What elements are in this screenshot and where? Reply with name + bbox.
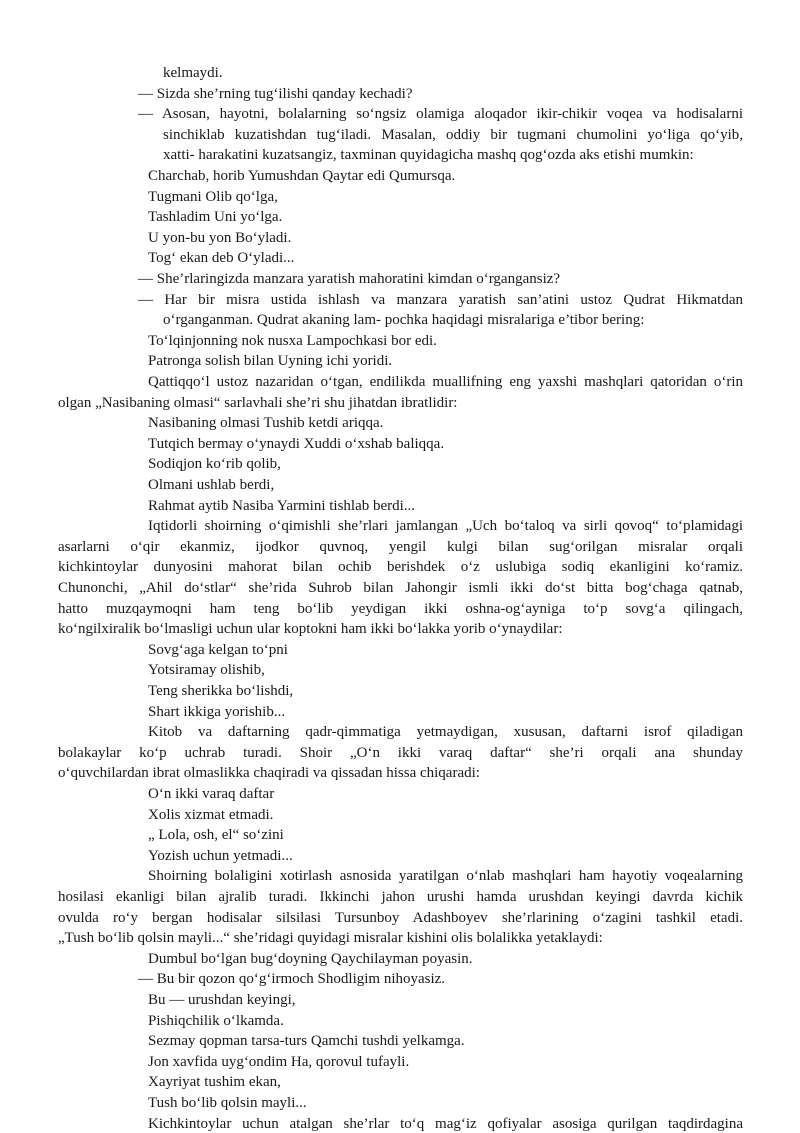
- paragraph-line: kichkintoylar dunyosini mahorat bilan ochib berishdek o‘z uslubiga sodiq ekanligini ko‘ramiz.: [58, 559, 743, 576]
- verse-line: Tashladim Uni yo‘lga.: [148, 209, 283, 226]
- dialogue-line: — She’rlaringizda manzara yaratish mahoratini kimdan o‘rgangansiz?: [138, 271, 561, 287]
- verse-line: Tutqich bermay o‘ynaydi Xuddi o‘xshab baliqqa.: [148, 435, 445, 452]
- paragraph-line: Kichkintoylar uchun atalgan she’rlar to‘q mag‘iz qofiyalar asosiga qurilgan taqdirdagina: [148, 1115, 743, 1132]
- verse-line: Bu — urushdan keyingi,: [148, 992, 296, 1008]
- paragraph-line: Iqtidorli shoirning o‘qimishli she’rlari jamlangan „Uch bo‘taloq va sirli qovoq“ to‘plamidagi: [148, 518, 743, 535]
- paragraph-line: hosilasi ekanligi bilan ajralib turadi. Ikkinchi jahon urushi hamda urushdan keyingi davrda kichik: [58, 889, 743, 905]
- verse-line: Charchab, horib Yumushdan Qaytar edi Qumursqa.: [148, 168, 456, 184]
- paragraph-line: Shoirning bolaligini xotirlash asnosida yaratilgan o‘nlab mashqlari ham hayotiy voqealarning: [148, 868, 743, 885]
- paragraph-line: Chunonchi, „Ahil do‘stlar“ she’rida Suhrob bilan Jahongir ismli ikki do‘st bitta bog‘chaga qatnab,: [58, 580, 743, 596]
- verse-line: To‘lqinjonning nok nusxa Lampochkasi bor edi.: [148, 332, 437, 349]
- paragraph-line: hatto muzqaymoqni ham teng bo‘lib yeydigan ikki oshna-og‘ayniga to‘p sovg‘a qilingach,: [58, 600, 743, 617]
- dialogue-line: — Sizda she’rning tug‘ilishi qanday kechadi?: [138, 85, 413, 102]
- text-line: kelmaydi.: [163, 65, 223, 81]
- verse-line: Yozish uchun yetmadi...: [148, 847, 293, 864]
- verse-line: Dumbul bo‘lgan bug‘doyning Qaychilayman poyasin.: [148, 950, 473, 967]
- verse-line: Patronga solish bilan Uyning ichi yoridi.: [148, 353, 393, 370]
- verse-line: Xolis xizmat etmadi.: [148, 806, 274, 823]
- verse-line: Shart ikkiga yorishib...: [148, 703, 286, 720]
- paragraph-line: bolakaylar ko‘p uchrab turadi. Shoir „O‘n ikki varaq daftar“ she’ri orqali ana shunday: [58, 744, 743, 761]
- text-line: xatti- harakatini kuzatsangiz, taxminan quyidagicha mashq qog‘ozda aks etishi mumkin:: [163, 147, 694, 164]
- text-line: o‘rganganman. Qudrat akaning lam- pochka haqidagi misralariga e’tibor bering:: [163, 312, 645, 329]
- dialogue-line: — Har bir misra ustida ishlash va manzara yaratish san’atini ustoz Qudrat Hikmatdan: [138, 291, 743, 308]
- paragraph-line: Qattiqqo‘l ustoz nazaridan o‘tgan, endilikda muallifning eng yaxshi mashqlari qatoridan o‘rin: [148, 374, 743, 390]
- paragraph-line: asarlarni o‘qir ekanmiz, ijodkor quvnoq, yengil kulgi bilan sug‘orilgan misralar orqali: [58, 538, 743, 555]
- paragraph-line: o‘quvchilardan ibrat olmaslikka chaqiradi va qissadan hissa chiqaradi:: [58, 765, 480, 782]
- dialogue-line: — Asosan, hayotni, bolalarning so‘ngsiz olamiga aloqador ikir-chikir voqea va hodisalarni: [138, 106, 743, 123]
- verse-line: Sezmay qopman tarsa-turs Qamchi tushdi yelkamga.: [148, 1033, 465, 1050]
- verse-line: Tush bo‘lib qolsin mayli...: [148, 1095, 307, 1111]
- verse-line: Nasibaning olmasi Tushib ketdi ariqqa.: [148, 415, 384, 432]
- paragraph-line: „Tush bo‘lib qolsin mayli...“ she’ridagi quyidagi misralar kishini olis bolalikka yetaklaydi:: [58, 930, 603, 947]
- verse-line: Tog‘ ekan deb O‘yladi...: [148, 250, 295, 267]
- text-line: sinchiklab kuzatishdan tug‘iladi. Masalan, oddiy bir tugmani chumolini yo‘liga qo‘yib,: [163, 126, 743, 143]
- verse-line: „ Lola, osh, el“ so‘zini: [148, 827, 284, 844]
- verse-line: Xayriyat tushim ekan,: [148, 1074, 281, 1091]
- verse-line: Rahmat aytib Nasiba Yarmini tishlab berdi...: [148, 497, 416, 514]
- paragraph-line: olgan „Nasibaning olmasi“ sarlavhali she’ri shu jihatdan ibratlidir:: [58, 394, 458, 411]
- verse-line: O‘n ikki varaq daftar: [148, 786, 275, 802]
- verse-line: — Bu bir qozon qo‘g‘irmoch Shodligim nihoyasiz.: [138, 971, 446, 988]
- paragraph-line: Kitob va daftarning qadr-qimmatiga yetmaydigan, xususan, daftarni isrof qiladigan: [148, 724, 743, 741]
- verse-line: Teng sherikka bo‘lishdi,: [148, 683, 294, 699]
- verse-line: U yon-bu yon Bo‘yladi.: [148, 229, 292, 246]
- paragraph-line: ko‘ngilxiralik bo‘lmasligi uchun ular koptokni ham ikki bo‘lakka yorib o‘ynaydilar:: [58, 621, 563, 638]
- verse-line: Tugmani Olib qo‘lga,: [148, 188, 278, 205]
- verse-line: Pishiqchilik o‘lkamda.: [148, 1012, 284, 1029]
- verse-line: Jon xavfida uyg‘ondim Ha, qorovul tufayli.: [148, 1053, 410, 1070]
- paragraph-line: ovulda ro‘y bergan hodisalar silsilasi Tursunboy Adashboyev she’rlarining o‘zagini tashkil etadi.: [58, 909, 743, 926]
- verse-line: Yotsiramay olishib,: [148, 662, 265, 679]
- verse-line: Olmani ushlab berdi,: [148, 477, 275, 493]
- verse-line: Sovg‘aga kelgan to‘pni: [148, 641, 288, 658]
- verse-line: Sodiqjon ko‘rib qolib,: [148, 456, 281, 473]
